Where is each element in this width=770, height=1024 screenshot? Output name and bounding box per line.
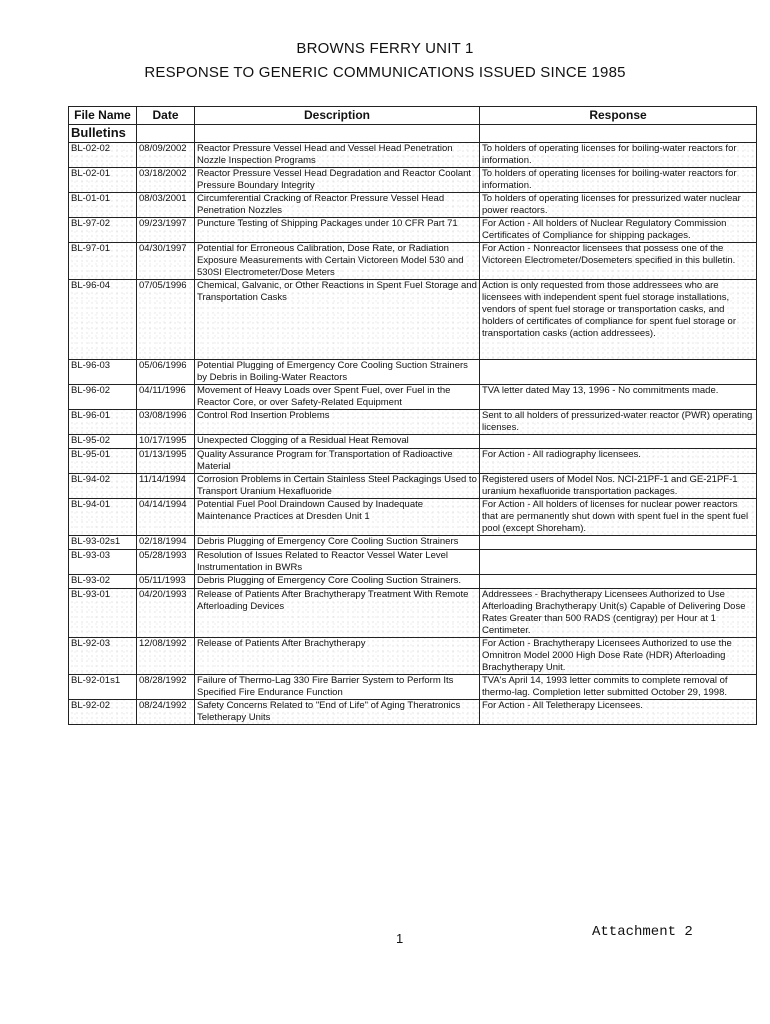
table-row [69,435,757,449]
date-cell: 01/13/1995 [137,449,195,474]
response-cell: For Action - Brachytherapy Licensees Authorized to use the Omnitron Model 2000 High Dose Rate (HDR) Afterloading Brachytherapy Unit. [480,638,757,675]
description-cell: Circumferential Cracking of Reactor Pressure Vessel Head Penetration Nozzles [195,193,480,218]
response-cell: To holders of operating licenses for boiling-water reactors for information. [480,143,757,168]
table-row [69,499,757,536]
table-row [69,589,757,638]
page-number: 1 [396,931,404,946]
description-cell: Resolution of Issues Related to Reactor Vessel Water Level Instrumentation in BWRs [195,550,480,575]
file-name-cell: BL-95-02 [69,435,137,449]
description-cell: Movement of Heavy Loads over Spent Fuel, over Fuel in the Reactor Core, or over Safety-Related Equipment [195,385,480,410]
date-cell: 12/08/1992 [137,638,195,675]
response-cell: Registered users of Model Nos. NCI-21PF-1 and GE-21PF-1 uranium hexafluoride transportation packages. [480,474,757,499]
description-cell: Debris Plugging of Emergency Core Cooling Suction Strainers [195,536,480,550]
response-cell: For Action - All holders of Nuclear Regulatory Commission Certificates of Compliance for shipping packages. [480,218,757,243]
file-name-cell: BL-93-01 [69,589,137,638]
date-cell: 03/08/1996 [137,410,195,435]
section-blank-cell [137,125,195,143]
file-name-cell: BL-92-01s1 [69,675,137,700]
response-cell: For Action - All Teletherapy Licensees. [480,700,757,725]
document-title: BROWNS FERRY UNIT 1 [296,40,474,57]
description-cell: Safety Concerns Related to "End of Life" of Aging Theratronics Teletherapy Units [195,700,480,725]
response-cell: TVA's April 14, 1993 letter commits to complete removal of thermo-lag. Completion letter submitted October 29, 1998. [480,675,757,700]
date-cell: 09/23/1997 [137,218,195,243]
description-cell: Quality Assurance Program for Transportation of Radioactive Material [195,449,480,474]
table-row [69,700,757,725]
file-name-cell: BL-97-02 [69,218,137,243]
attachment-label: Attachment 2 [592,924,693,940]
date-cell: 08/09/2002 [137,143,195,168]
response-cell: For Action - Nonreactor licensees that possess one of the Victoreen Electrometer/Dosemeters specified in this bulletin. [480,243,757,280]
file-name-cell: BL-96-03 [69,360,137,385]
response-cell: For Action - All holders of licenses for nuclear power reactors that are permanently shut down with spent fuel in the spent fuel pool (except Shoreham). [480,499,757,536]
table-row [69,410,757,435]
description-cell: Potential for Erroneous Calibration, Dose Rate, or Radiation Exposure Measurements with Certain Victoreen Model 530 and 530SI Electrometer/Dose Meters [195,243,480,280]
table-row [69,193,757,218]
file-name-cell: BL-02-02 [69,143,137,168]
file-name-cell: BL-92-02 [69,700,137,725]
response-cell: Sent to all holders of pressurized-water reactor (PWR) operating licenses. [480,410,757,435]
section-blank-cell [480,125,757,143]
table-row [69,280,757,360]
file-name-cell: BL-92-03 [69,638,137,675]
description-cell: Failure of Thermo-Lag 330 Fire Barrier System to Perform Its Specified Fire Endurance Function [195,675,480,700]
description-cell: Unexpected Clogging of a Residual Heat Removal [195,435,480,449]
description-cell: Chemical, Galvanic, or Other Reactions in Spent Fuel Storage and Transportation Casks [195,280,480,360]
date-cell: 08/28/1992 [137,675,195,700]
response-cell: TVA letter dated May 13, 1996 - No commitments made. [480,385,757,410]
date-cell: 04/14/1994 [137,499,195,536]
response-cell [480,435,757,449]
file-name-cell: BL-93-03 [69,550,137,575]
description-cell: Potential Plugging of Emergency Core Cooling Suction Strainers by Debris in Boiling-Water Reactors [195,360,480,385]
response-cell: To holders of operating licenses for pressurized water nuclear power reactors. [480,193,757,218]
section-blank-cell [195,125,480,143]
date-cell: 08/03/2001 [137,193,195,218]
response-cell: For Action - All radiography licensees. [480,449,757,474]
table-row [69,360,757,385]
table-row [69,550,757,575]
date-cell: 02/18/1994 [137,536,195,550]
table-row [69,243,757,280]
file-name-cell: BL-01-01 [69,193,137,218]
date-cell: 03/18/2002 [137,168,195,193]
table-row [69,218,757,243]
description-cell: Release of Patients After Brachytherapy Treatment With Remote Afterloading Devices [195,589,480,638]
column-header-description: Description [195,107,480,125]
column-header-file-name: File Name [69,107,137,125]
date-cell: 11/14/1994 [137,474,195,499]
generic-communications-table [68,106,757,725]
file-name-cell: BL-96-01 [69,410,137,435]
response-cell: To holders of operating licenses for boiling-water reactors for information. [480,168,757,193]
description-cell: Puncture Testing of Shipping Packages under 10 CFR Part 71 [195,218,480,243]
description-cell: Reactor Pressure Vessel Head Degradation and Reactor Coolant Pressure Boundary Integrity [195,168,480,193]
file-name-cell: BL-94-01 [69,499,137,536]
date-cell: 07/05/1996 [137,280,195,360]
date-cell: 05/28/1993 [137,550,195,575]
column-header-response: Response [480,107,757,125]
table-row [69,474,757,499]
file-name-cell: BL-96-02 [69,385,137,410]
table-row [69,168,757,193]
file-name-cell: BL-02-01 [69,168,137,193]
date-cell: 04/11/1996 [137,385,195,410]
file-name-cell: BL-94-02 [69,474,137,499]
table-row [69,143,757,168]
table-header-row [69,107,757,125]
description-cell: Reactor Pressure Vessel Head and Vessel Head Penetration Nozzle Inspection Programs [195,143,480,168]
date-cell: 04/30/1997 [137,243,195,280]
description-cell: Release of Patients After Brachytherapy [195,638,480,675]
date-cell: 05/06/1996 [137,360,195,385]
response-cell: Action is only requested from those addressees who are licensees with independent spent fuel storage installations, vendors of spent fuel storage or transportation casks, and holders of certificates of compliance for spent fuel storage or transportation casks (action addressees). [480,280,757,360]
date-cell: 10/17/1995 [137,435,195,449]
file-name-cell: BL-93-02 [69,575,137,589]
section-row [69,125,757,143]
file-name-cell: BL-93-02s1 [69,536,137,550]
description-cell: Debris Plugging of Emergency Core Cooling Suction Strainers. [195,575,480,589]
description-cell: Control Rod Insertion Problems [195,410,480,435]
section-label: Bulletins [69,125,137,143]
table-row [69,536,757,550]
response-cell [480,536,757,550]
document-subtitle: RESPONSE TO GENERIC COMMUNICATIONS ISSUED SINCE 1985 [144,64,626,81]
response-cell [480,360,757,385]
file-name-cell: BL-96-04 [69,280,137,360]
date-cell: 05/11/1993 [137,575,195,589]
file-name-cell: BL-97-01 [69,243,137,280]
response-cell [480,575,757,589]
description-cell: Potential Fuel Pool Draindown Caused by Inadequate Maintenance Practices at Dresden Unit 1 [195,499,480,536]
response-cell [480,550,757,575]
file-name-cell: BL-95-01 [69,449,137,474]
table-row [69,638,757,675]
column-header-date: Date [137,107,195,125]
response-cell: Addressees - Brachytherapy Licensees Authorized to Use Afterloading Brachytherapy Unit(s) Capable of Delivering Dose Rates Greater than 500 RADS (centigray) per Hour at 1 Centimeter. [480,589,757,638]
date-cell: 04/20/1993 [137,589,195,638]
table-row [69,449,757,474]
table-row [69,675,757,700]
table-row [69,385,757,410]
table-row [69,575,757,589]
date-cell: 08/24/1992 [137,700,195,725]
description-cell: Corrosion Problems in Certain Stainless Steel Packagings Used to Transport Uranium Hexafluoride [195,474,480,499]
